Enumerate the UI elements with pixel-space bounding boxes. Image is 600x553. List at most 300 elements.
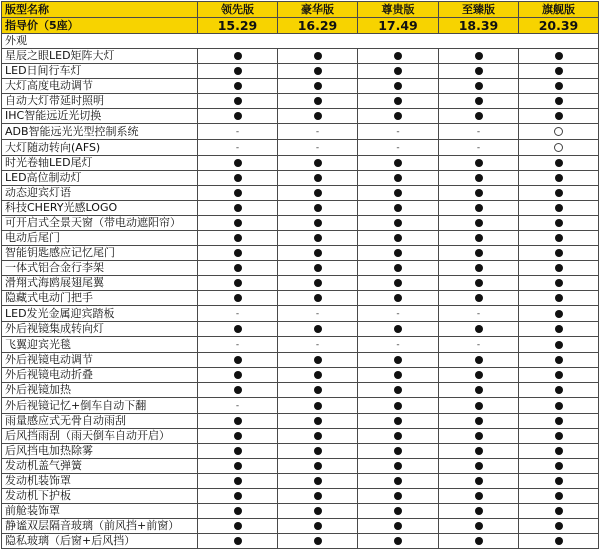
feature-value xyxy=(198,261,278,276)
feature-value xyxy=(198,322,278,337)
feature-name: 外后视镜电动调节 xyxy=(2,353,198,368)
standard-dot-icon xyxy=(394,402,402,410)
standard-dot-icon xyxy=(475,159,483,167)
feature-value xyxy=(439,429,519,444)
feature-value xyxy=(519,291,599,306)
standard-dot-icon xyxy=(234,279,242,287)
standard-dot-icon xyxy=(555,174,563,182)
feature-row xyxy=(2,337,599,353)
feature-value xyxy=(278,519,358,534)
feature-value xyxy=(358,337,439,353)
standard-dot-icon xyxy=(314,189,322,197)
price-value: 17.49 xyxy=(358,18,439,34)
feature-row xyxy=(2,79,599,94)
feature-value xyxy=(519,94,599,109)
not-available-dash: - xyxy=(315,309,320,319)
feature-value xyxy=(358,201,439,216)
feature-row xyxy=(2,49,599,64)
price-value: 20.39 xyxy=(519,18,599,34)
feature-name: ADB智能远光光型控制系统 xyxy=(2,124,198,140)
not-available-dash: - xyxy=(396,309,400,319)
feature-value xyxy=(519,398,599,414)
not-available-dash: - xyxy=(476,127,481,137)
feature-value xyxy=(358,306,439,322)
standard-dot-icon xyxy=(314,52,322,60)
standard-dot-icon xyxy=(475,189,483,197)
standard-dot-icon xyxy=(394,477,402,485)
feature-value xyxy=(358,383,439,398)
standard-dot-icon xyxy=(394,159,402,167)
standard-dot-icon xyxy=(475,402,483,410)
feature-row xyxy=(2,474,599,489)
standard-dot-icon xyxy=(314,462,322,470)
not-available-dash: - xyxy=(235,309,240,319)
standard-dot-icon xyxy=(475,371,483,379)
feature-value xyxy=(278,322,358,337)
standard-dot-icon xyxy=(234,249,242,257)
section-row xyxy=(2,34,599,49)
feature-name: 外后视镜集成转向灯 xyxy=(2,322,198,337)
feature-value xyxy=(278,474,358,489)
feature-value xyxy=(198,306,278,322)
feature-value xyxy=(278,459,358,474)
feature-row xyxy=(2,171,599,186)
standard-dot-icon xyxy=(555,371,563,379)
standard-dot-icon xyxy=(314,447,322,455)
feature-value xyxy=(439,124,519,140)
feature-value xyxy=(198,429,278,444)
standard-dot-icon xyxy=(234,82,242,90)
feature-value xyxy=(278,171,358,186)
feature-value xyxy=(198,337,278,353)
feature-value xyxy=(198,489,278,504)
feature-value xyxy=(439,368,519,383)
not-available-dash: - xyxy=(396,127,400,137)
standard-dot-icon xyxy=(555,219,563,227)
feature-value xyxy=(358,171,439,186)
standard-dot-icon xyxy=(234,67,242,75)
feature-value xyxy=(198,474,278,489)
feature-name: 飞翼迎宾光毯 xyxy=(2,337,198,353)
trim-header: 旗舰版 xyxy=(519,2,599,18)
standard-dot-icon xyxy=(394,174,402,182)
feature-row xyxy=(2,306,599,322)
feature-value xyxy=(278,368,358,383)
feature-value xyxy=(278,94,358,109)
feature-value xyxy=(519,306,599,322)
feature-value xyxy=(198,124,278,140)
trim-header: 至臻版 xyxy=(439,2,519,18)
feature-name: 时光卷轴LED尾灯 xyxy=(2,156,198,171)
not-available-dash: - xyxy=(315,340,320,350)
standard-dot-icon xyxy=(234,174,242,182)
standard-dot-icon xyxy=(555,432,563,440)
feature-name: 发动机装饰罩 xyxy=(2,474,198,489)
not-available-dash: - xyxy=(476,340,481,350)
standard-dot-icon xyxy=(475,279,483,287)
feature-value xyxy=(278,124,358,140)
standard-dot-icon xyxy=(234,189,242,197)
feature-value xyxy=(519,216,599,231)
feature-value xyxy=(198,201,278,216)
feature-value xyxy=(519,489,599,504)
feature-value xyxy=(358,216,439,231)
standard-dot-icon xyxy=(475,386,483,394)
feature-value xyxy=(439,398,519,414)
feature-value xyxy=(519,474,599,489)
feature-name: 隐私玻璃（后窗+后风挡） xyxy=(2,534,198,549)
feature-value xyxy=(519,276,599,291)
standard-dot-icon xyxy=(555,204,563,212)
standard-dot-icon xyxy=(394,264,402,272)
feature-row xyxy=(2,291,599,306)
feature-value xyxy=(439,489,519,504)
feature-value xyxy=(278,414,358,429)
standard-dot-icon xyxy=(475,234,483,242)
feature-name: 外后视镜记忆+倒车自动下翻 xyxy=(2,398,198,414)
feature-value xyxy=(198,186,278,201)
feature-value xyxy=(519,79,599,94)
standard-dot-icon xyxy=(475,67,483,75)
standard-dot-icon xyxy=(555,477,563,485)
standard-dot-icon xyxy=(314,82,322,90)
standard-dot-icon xyxy=(475,325,483,333)
standard-dot-icon xyxy=(394,522,402,530)
feature-row xyxy=(2,186,599,201)
standard-dot-icon xyxy=(555,325,563,333)
standard-dot-icon xyxy=(394,82,402,90)
feature-value xyxy=(358,186,439,201)
feature-value xyxy=(439,109,519,124)
feature-row xyxy=(2,519,599,534)
standard-dot-icon xyxy=(475,477,483,485)
feature-value xyxy=(519,322,599,337)
feature-row xyxy=(2,322,599,337)
feature-value xyxy=(278,276,358,291)
standard-dot-icon xyxy=(475,522,483,530)
feature-value xyxy=(358,398,439,414)
standard-dot-icon xyxy=(394,537,402,545)
feature-value xyxy=(198,156,278,171)
standard-dot-icon xyxy=(555,112,563,120)
feature-row xyxy=(2,276,599,291)
standard-dot-icon xyxy=(555,462,563,470)
feature-value xyxy=(519,414,599,429)
feature-name: 静谧双层隔音玻璃（前风挡+前窗） xyxy=(2,519,198,534)
feature-value xyxy=(278,64,358,79)
feature-name: 后风挡雨刮（雨天倒车自动开启） xyxy=(2,429,198,444)
standard-dot-icon xyxy=(234,462,242,470)
feature-value xyxy=(198,383,278,398)
feature-value xyxy=(439,459,519,474)
standard-dot-icon xyxy=(394,219,402,227)
feature-value xyxy=(278,246,358,261)
not-available-dash: - xyxy=(315,127,320,137)
standard-dot-icon xyxy=(314,356,322,364)
standard-dot-icon xyxy=(234,325,242,333)
feature-value xyxy=(519,64,599,79)
standard-dot-icon xyxy=(555,492,563,500)
header-label: 版型名称 xyxy=(2,2,198,18)
standard-dot-icon xyxy=(475,507,483,515)
feature-value xyxy=(519,261,599,276)
standard-dot-icon xyxy=(234,294,242,302)
feature-row xyxy=(2,534,599,549)
feature-row xyxy=(2,504,599,519)
feature-value xyxy=(439,171,519,186)
feature-row xyxy=(2,156,599,171)
standard-dot-icon xyxy=(555,356,563,364)
feature-value xyxy=(278,156,358,171)
feature-value xyxy=(358,368,439,383)
feature-value xyxy=(439,474,519,489)
feature-value xyxy=(519,186,599,201)
feature-value xyxy=(439,94,519,109)
feature-name: LED日间行车灯 xyxy=(2,64,198,79)
feature-name: 发动机下护板 xyxy=(2,489,198,504)
feature-value xyxy=(198,216,278,231)
feature-value xyxy=(358,140,439,156)
standard-dot-icon xyxy=(394,234,402,242)
standard-dot-icon xyxy=(555,82,563,90)
standard-dot-icon xyxy=(394,386,402,394)
feature-name: 大灯高度电动调节 xyxy=(2,79,198,94)
standard-dot-icon xyxy=(475,52,483,60)
standard-dot-icon xyxy=(234,432,242,440)
feature-value xyxy=(358,109,439,124)
feature-row xyxy=(2,444,599,459)
feature-value xyxy=(198,291,278,306)
feature-value xyxy=(358,322,439,337)
feature-value xyxy=(198,519,278,534)
standard-dot-icon xyxy=(394,97,402,105)
feature-value xyxy=(519,429,599,444)
feature-value xyxy=(439,156,519,171)
feature-name: LED发光金属迎宾踏板 xyxy=(2,306,198,322)
feature-name: 外后视镜电动折叠 xyxy=(2,368,198,383)
feature-value xyxy=(358,261,439,276)
feature-row xyxy=(2,414,599,429)
feature-value xyxy=(278,489,358,504)
feature-name: 可开启式全景天窗（带电动遮阳帘） xyxy=(2,216,198,231)
standard-dot-icon xyxy=(234,386,242,394)
not-available-dash: - xyxy=(315,143,320,153)
trim-header: 尊贵版 xyxy=(358,2,439,18)
feature-value xyxy=(358,291,439,306)
feature-row xyxy=(2,109,599,124)
standard-dot-icon xyxy=(314,417,322,425)
feature-value xyxy=(439,216,519,231)
trim-header: 豪华版 xyxy=(278,2,358,18)
standard-dot-icon xyxy=(394,325,402,333)
standard-dot-icon xyxy=(394,371,402,379)
price-label: 指导价（5座） xyxy=(2,18,198,34)
feature-value xyxy=(358,444,439,459)
feature-value xyxy=(439,261,519,276)
standard-dot-icon xyxy=(475,82,483,90)
standard-dot-icon xyxy=(234,159,242,167)
feature-value xyxy=(439,276,519,291)
feature-value xyxy=(198,398,278,414)
standard-dot-icon xyxy=(234,112,242,120)
standard-dot-icon xyxy=(314,522,322,530)
price-value: 15.29 xyxy=(198,18,278,34)
feature-value xyxy=(519,353,599,368)
standard-dot-icon xyxy=(555,234,563,242)
not-available-dash: - xyxy=(235,127,240,137)
feature-row xyxy=(2,216,599,231)
feature-value xyxy=(358,429,439,444)
not-available-dash: - xyxy=(235,340,240,350)
feature-value xyxy=(278,49,358,64)
standard-dot-icon xyxy=(314,537,322,545)
feature-value xyxy=(278,261,358,276)
standard-dot-icon xyxy=(394,279,402,287)
standard-dot-icon xyxy=(475,97,483,105)
feature-name: 大灯随动转向(AFS) xyxy=(2,140,198,156)
standard-dot-icon xyxy=(475,264,483,272)
feature-value xyxy=(198,534,278,549)
optional-ring-icon xyxy=(554,143,563,152)
standard-dot-icon xyxy=(394,52,402,60)
feature-name: 电动后尾门 xyxy=(2,231,198,246)
feature-value xyxy=(198,459,278,474)
feature-value xyxy=(439,444,519,459)
feature-value xyxy=(278,79,358,94)
feature-value xyxy=(519,246,599,261)
feature-value xyxy=(439,140,519,156)
feature-value xyxy=(439,519,519,534)
feature-value xyxy=(198,49,278,64)
standard-dot-icon xyxy=(555,402,563,410)
standard-dot-icon xyxy=(394,294,402,302)
standard-dot-icon xyxy=(234,234,242,242)
standard-dot-icon xyxy=(555,249,563,257)
feature-row xyxy=(2,353,599,368)
feature-row xyxy=(2,459,599,474)
feature-name: 外后视镜加热 xyxy=(2,383,198,398)
feature-value xyxy=(278,337,358,353)
price-value: 16.29 xyxy=(278,18,358,34)
standard-dot-icon xyxy=(314,97,322,105)
feature-value xyxy=(519,504,599,519)
standard-dot-icon xyxy=(314,204,322,212)
standard-dot-icon xyxy=(314,279,322,287)
feature-value xyxy=(278,504,358,519)
feature-value xyxy=(519,444,599,459)
feature-value xyxy=(439,246,519,261)
spec-table xyxy=(1,1,599,549)
standard-dot-icon xyxy=(555,294,563,302)
standard-dot-icon xyxy=(314,219,322,227)
standard-dot-icon xyxy=(555,67,563,75)
standard-dot-icon xyxy=(314,477,322,485)
standard-dot-icon xyxy=(555,264,563,272)
feature-name: 滑翔式海鸥展翅尾翼 xyxy=(2,276,198,291)
standard-dot-icon xyxy=(475,112,483,120)
feature-value xyxy=(358,246,439,261)
feature-value xyxy=(519,49,599,64)
standard-dot-icon xyxy=(555,341,563,349)
not-available-dash: - xyxy=(235,401,240,411)
feature-value xyxy=(519,156,599,171)
standard-dot-icon xyxy=(314,159,322,167)
feature-value xyxy=(198,246,278,261)
standard-dot-icon xyxy=(555,507,563,515)
feature-value xyxy=(358,459,439,474)
feature-name: 一体式铝合金行李架 xyxy=(2,261,198,276)
feature-value xyxy=(278,306,358,322)
feature-value xyxy=(519,171,599,186)
standard-dot-icon xyxy=(475,447,483,455)
feature-value xyxy=(439,306,519,322)
standard-dot-icon xyxy=(475,417,483,425)
feature-value xyxy=(198,171,278,186)
feature-value xyxy=(439,504,519,519)
feature-value xyxy=(198,109,278,124)
standard-dot-icon xyxy=(555,417,563,425)
trim-header: 领先版 xyxy=(198,2,278,18)
standard-dot-icon xyxy=(394,447,402,455)
standard-dot-icon xyxy=(555,189,563,197)
feature-value xyxy=(358,519,439,534)
standard-dot-icon xyxy=(394,492,402,500)
feature-value xyxy=(439,186,519,201)
standard-dot-icon xyxy=(555,522,563,530)
standard-dot-icon xyxy=(234,522,242,530)
feature-name: 动态迎宾灯语 xyxy=(2,186,198,201)
feature-value xyxy=(439,353,519,368)
feature-value xyxy=(519,534,599,549)
feature-value xyxy=(278,398,358,414)
standard-dot-icon xyxy=(234,371,242,379)
standard-dot-icon xyxy=(234,204,242,212)
standard-dot-icon xyxy=(234,97,242,105)
standard-dot-icon xyxy=(314,371,322,379)
section-label: 外观 xyxy=(2,34,599,49)
standard-dot-icon xyxy=(475,294,483,302)
feature-value xyxy=(198,231,278,246)
feature-row xyxy=(2,64,599,79)
feature-value xyxy=(358,353,439,368)
feature-name: 智能钥匙感应记忆尾门 xyxy=(2,246,198,261)
not-available-dash: - xyxy=(396,143,400,153)
feature-name: 星辰之眼LED矩阵大灯 xyxy=(2,49,198,64)
standard-dot-icon xyxy=(555,386,563,394)
standard-dot-icon xyxy=(475,174,483,182)
feature-value xyxy=(278,201,358,216)
feature-value xyxy=(198,64,278,79)
standard-dot-icon xyxy=(475,356,483,364)
feature-name: 雨量感应式无骨自动雨刮 xyxy=(2,414,198,429)
feature-row xyxy=(2,383,599,398)
feature-value xyxy=(439,49,519,64)
standard-dot-icon xyxy=(314,294,322,302)
standard-dot-icon xyxy=(314,492,322,500)
feature-value xyxy=(519,201,599,216)
standard-dot-icon xyxy=(314,112,322,120)
feature-value xyxy=(439,64,519,79)
feature-row xyxy=(2,124,599,140)
feature-value xyxy=(278,231,358,246)
feature-value xyxy=(358,504,439,519)
feature-row xyxy=(2,201,599,216)
standard-dot-icon xyxy=(314,432,322,440)
feature-value xyxy=(519,109,599,124)
feature-value xyxy=(519,383,599,398)
header-row xyxy=(2,2,599,18)
feature-value xyxy=(198,79,278,94)
